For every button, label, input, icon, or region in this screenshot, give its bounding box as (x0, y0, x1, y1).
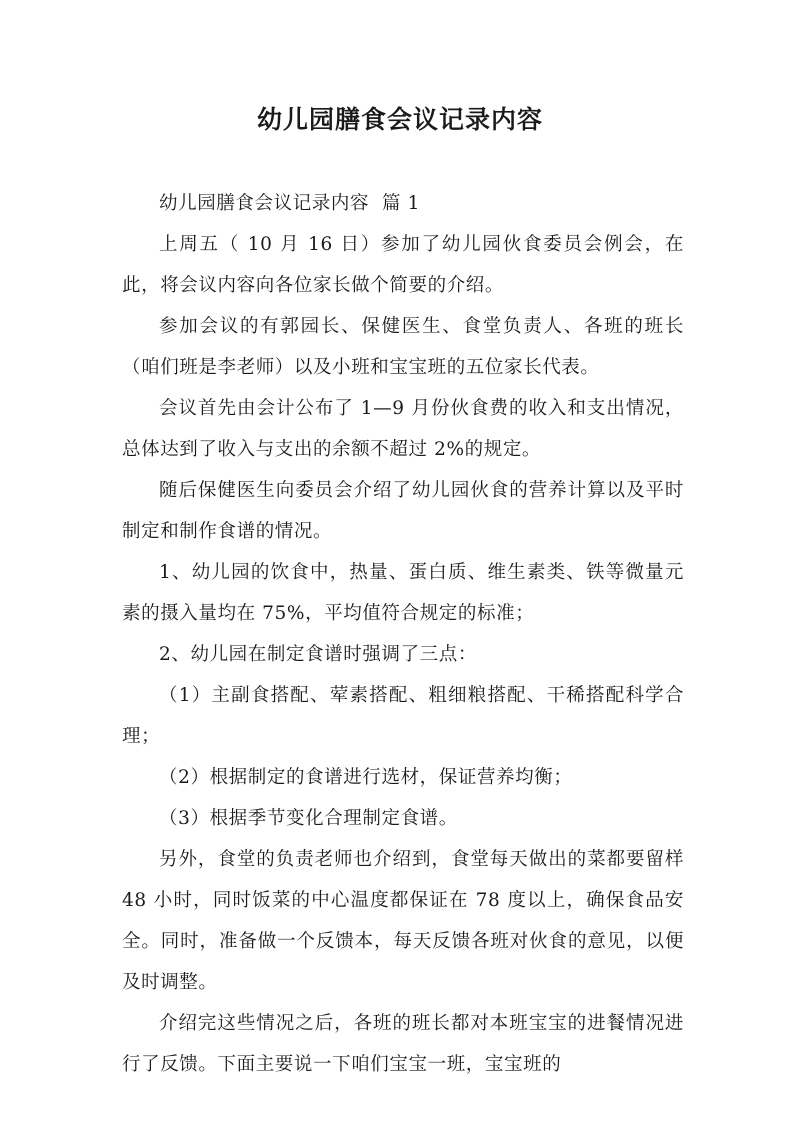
paragraph: 上周五（ 10 月 16 日）参加了幼儿园伙食委员会例会，在此，将会议内容向各位家长做个简要的介绍。 (122, 234, 684, 296)
paragraph: 会议首先由会计公布了 1—9 月份伙食费的收入和支出情况，总体达到了收入与支出的余额不超过 2%的规定。 (122, 398, 684, 460)
paragraph: 参加会议的有郭园长、保健医生、食堂负责人、各班的班长（咱们班是李老师）以及小班和宝宝班的五位家长代表。 (122, 316, 684, 378)
document-body (122, 183, 691, 1085)
paragraph: 另外，食堂的负责老师也介绍到，食堂每天做出的菜都要留样 48 小时，同时饭菜的中心温度都保证在 78 度以上，确保食品安全。同时，准备做一个反馈本，每天反馈各班对伙食的意见，以便及时调整。 (122, 849, 691, 993)
sub-list-item: （1）主副食搭配、荤素搭配、粗细粮搭配、干稀搭配科学合理； (122, 685, 684, 747)
list-item: 2、幼儿园在制定食谱时强调了三点： (159, 644, 477, 665)
paragraph-section-heading: 幼儿园膳食会议记录内容 篇 1 (159, 193, 421, 214)
list-item: 1、幼儿园的饮食中，热量、蛋白质、维生素类、铁等微量元素的摄入量均在 75%，平均值符合规定的标准； (122, 562, 684, 624)
document-title: 幼儿园膳食会议记录内容 (256, 105, 543, 134)
sub-list-item: （3）根据季节变化合理制定食谱。 (159, 808, 458, 829)
sub-list-item: （2）根据制定的食谱进行选材，保证营养均衡； (159, 767, 573, 788)
paragraph: 随后保健医生向委员会介绍了幼儿园伙食的营养计算以及平时制定和制作食谱的情况。 (122, 480, 684, 542)
paragraph: 介绍完这些情况之后，各班的班长都对本班宝宝的进餐情况进行了反馈。下面主要说一下咱们宝宝一班，宝宝班的 (122, 1013, 684, 1075)
